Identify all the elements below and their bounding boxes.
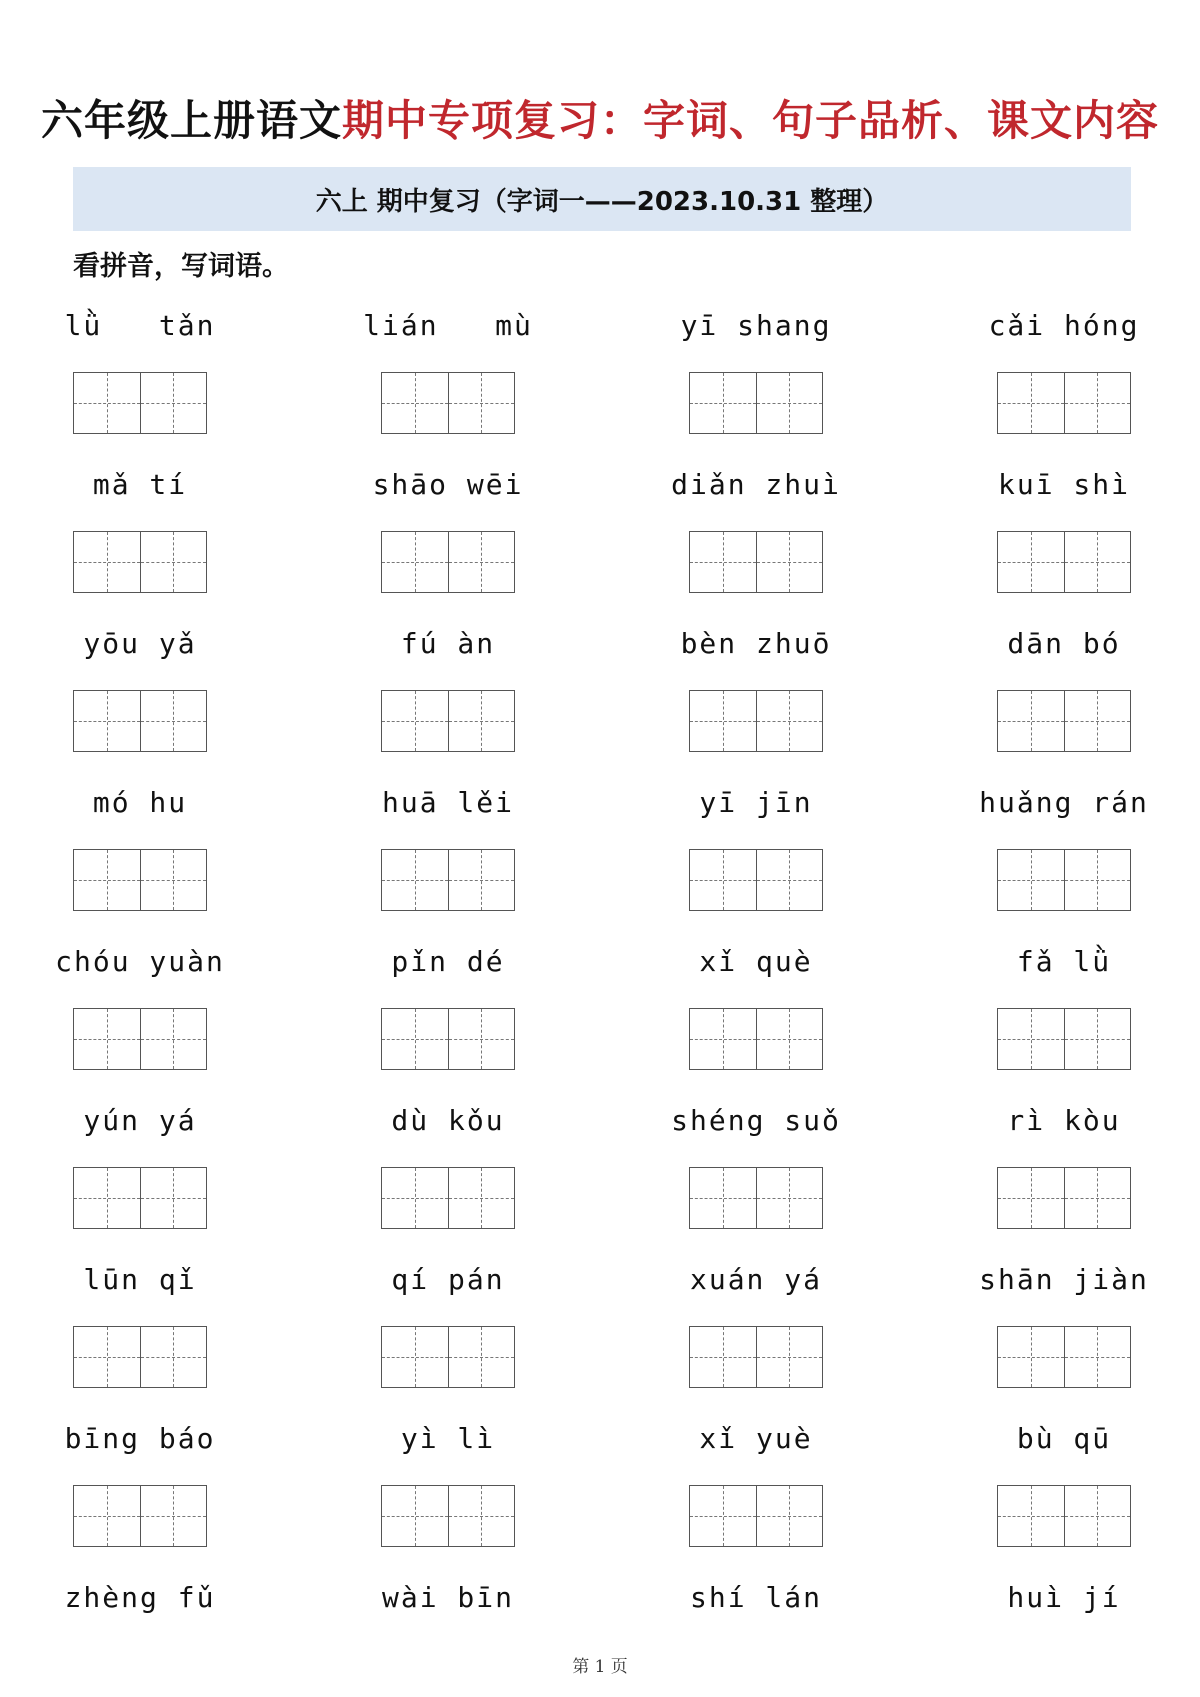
tianzige-cell[interactable] (382, 373, 448, 433)
tianzige-cell[interactable] (448, 532, 515, 592)
tianzige-cell[interactable] (382, 1009, 448, 1069)
pinyin-prompt: xuán yá (689, 1263, 822, 1296)
tianzige-cell[interactable] (74, 373, 140, 433)
answer-box[interactable] (689, 1326, 823, 1388)
pinyin-prompt: lǜ tǎn (64, 309, 216, 342)
title-red-part: 期中专项复习：字词、句子品析、课文内容 (342, 96, 1160, 145)
tianzige-cell[interactable] (998, 373, 1064, 433)
pinyin-prompt: chóu yuàn (55, 945, 225, 978)
tianzige-cell[interactable] (998, 1009, 1064, 1069)
tianzige-cell[interactable] (1064, 1327, 1131, 1387)
pinyin-prompt: shān jiàn (979, 1263, 1149, 1296)
tianzige-cell[interactable] (756, 373, 823, 433)
tianzige-cell[interactable] (382, 1486, 448, 1546)
tianzige-cell[interactable] (140, 1168, 207, 1228)
tianzige-cell[interactable] (1064, 1009, 1131, 1069)
tianzige-cell[interactable] (690, 1486, 756, 1546)
answer-box[interactable] (997, 1008, 1131, 1070)
pinyin-prompt: cǎi hóng (988, 309, 1140, 342)
answer-box[interactable] (73, 1167, 207, 1229)
pinyin-prompt: xǐ yuè (699, 1422, 813, 1455)
pinyin-prompt: mó hu (92, 786, 188, 819)
tianzige-cell[interactable] (140, 850, 207, 910)
pinyin-prompt: rì kòu (1007, 1104, 1121, 1137)
answer-box[interactable] (689, 1485, 823, 1547)
tianzige-cell[interactable] (756, 1009, 823, 1069)
pinyin-prompt: bīng báo (64, 1422, 216, 1455)
tianzige-cell[interactable] (448, 1486, 515, 1546)
tianzige-cell[interactable] (74, 1009, 140, 1069)
pinyin-prompt: fú àn (400, 627, 496, 660)
answer-box[interactable] (73, 1326, 207, 1388)
answer-box[interactable] (997, 1326, 1131, 1388)
tianzige-cell[interactable] (756, 532, 823, 592)
tianzige-cell[interactable] (140, 1009, 207, 1069)
answer-box[interactable] (381, 849, 515, 911)
tianzige-cell[interactable] (998, 1168, 1064, 1228)
answer-box[interactable] (73, 372, 207, 434)
pinyin-prompt: fǎ lǜ (1016, 945, 1112, 978)
pinyin-prompt: huǎng rán (979, 786, 1149, 819)
tianzige-cell[interactable] (1064, 691, 1131, 751)
tianzige-cell[interactable] (756, 850, 823, 910)
tianzige-cell[interactable] (74, 850, 140, 910)
section-banner: 六上 期中复习（字词一——2023.10.31 整理） (73, 167, 1131, 231)
pinyin-prompt: yōu yǎ (83, 627, 197, 660)
tianzige-cell[interactable] (998, 691, 1064, 751)
tianzige-cell[interactable] (74, 1168, 140, 1228)
tianzige-cell[interactable] (756, 691, 823, 751)
tianzige-cell[interactable] (1064, 1168, 1131, 1228)
tianzige-cell[interactable] (998, 850, 1064, 910)
pinyin-prompt: bèn zhuō (680, 627, 832, 660)
tianzige-cell[interactable] (382, 691, 448, 751)
pinyin-prompt: kuī shì (997, 468, 1130, 501)
tianzige-cell[interactable] (1064, 532, 1131, 592)
pinyin-prompt: diǎn zhuì (671, 468, 841, 501)
pinyin-prompt: shāo wēi (372, 468, 524, 501)
tianzige-cell[interactable] (74, 1486, 140, 1546)
tianzige-cell[interactable] (756, 1327, 823, 1387)
tianzige-cell[interactable] (140, 373, 207, 433)
tianzige-cell[interactable] (756, 1486, 823, 1546)
pinyin-prompt: yī jīn (699, 786, 813, 819)
pinyin-prompt: huì jí (1007, 1581, 1121, 1614)
answer-box[interactable] (689, 1167, 823, 1229)
pinyin-prompt: pǐn dé (391, 945, 505, 978)
tianzige-cell[interactable] (690, 373, 756, 433)
pinyin-prompt: dù kǒu (391, 1104, 505, 1137)
tianzige-cell[interactable] (448, 850, 515, 910)
answer-box[interactable] (689, 1008, 823, 1070)
answer-box[interactable] (689, 849, 823, 911)
answer-box[interactable] (997, 372, 1131, 434)
tianzige-cell[interactable] (140, 691, 207, 751)
pinyin-prompt: shéng suǒ (671, 1104, 841, 1137)
answer-box[interactable] (73, 690, 207, 752)
tianzige-cell[interactable] (1064, 373, 1131, 433)
pinyin-prompt: bù qū (1016, 1422, 1112, 1455)
answer-box[interactable] (381, 1485, 515, 1547)
tianzige-cell[interactable] (998, 1327, 1064, 1387)
answer-box[interactable] (689, 372, 823, 434)
tianzige-cell[interactable] (448, 1009, 515, 1069)
tianzige-cell[interactable] (690, 1009, 756, 1069)
answer-box[interactable] (381, 1008, 515, 1070)
answer-box[interactable] (381, 1167, 515, 1229)
tianzige-cell[interactable] (690, 850, 756, 910)
tianzige-cell[interactable] (448, 1168, 515, 1228)
tianzige-cell[interactable] (448, 373, 515, 433)
pinyin-prompt: yún yá (83, 1104, 197, 1137)
answer-box[interactable] (73, 531, 207, 593)
answer-box[interactable] (73, 849, 207, 911)
tianzige-cell[interactable] (448, 1327, 515, 1387)
answer-box[interactable] (997, 1167, 1131, 1229)
pinyin-prompt: yī shang (680, 309, 832, 342)
pinyin-prompt: mǎ tí (92, 468, 188, 501)
pinyin-prompt: dān bó (1007, 627, 1121, 660)
title-black-part: 六年级上册语文 (40, 96, 342, 145)
tianzige-cell[interactable] (690, 1168, 756, 1228)
pinyin-prompt: shí lán (689, 1581, 822, 1614)
tianzige-cell[interactable] (998, 532, 1064, 592)
pinyin-prompt: lūn qǐ (83, 1263, 197, 1296)
page-number: 第 1 页 (572, 1657, 628, 1677)
tianzige-cell[interactable] (690, 691, 756, 751)
answer-box[interactable] (73, 1485, 207, 1547)
pinyin-prompt: xǐ què (699, 945, 813, 978)
tianzige-cell[interactable] (74, 532, 140, 592)
answer-box[interactable] (997, 690, 1131, 752)
tianzige-cell[interactable] (1064, 850, 1131, 910)
answer-box[interactable] (997, 849, 1131, 911)
pinyin-prompt: wài bīn (381, 1581, 514, 1614)
answer-box[interactable] (689, 690, 823, 752)
answer-box[interactable] (73, 1008, 207, 1070)
answer-box[interactable] (689, 531, 823, 593)
pinyin-prompt: qí pán (391, 1263, 505, 1296)
tianzige-cell[interactable] (690, 532, 756, 592)
tianzige-cell[interactable] (756, 1168, 823, 1228)
pinyin-prompt: lián mù (363, 309, 533, 342)
answer-box[interactable] (997, 1485, 1131, 1547)
tianzige-cell[interactable] (74, 1327, 140, 1387)
tianzige-cell[interactable] (448, 691, 515, 751)
answer-box[interactable] (381, 1326, 515, 1388)
tianzige-cell[interactable] (382, 850, 448, 910)
instruction-text: 看拼音，写词语。 (73, 251, 289, 282)
pinyin-prompt: zhèng fǔ (64, 1581, 216, 1614)
pinyin-prompt: yì lì (400, 1422, 496, 1455)
tianzige-cell[interactable] (1064, 1486, 1131, 1546)
tianzige-cell[interactable] (382, 1168, 448, 1228)
tianzige-cell[interactable] (690, 1327, 756, 1387)
tianzige-cell[interactable] (140, 532, 207, 592)
answer-box[interactable] (381, 690, 515, 752)
tianzige-cell[interactable] (998, 1486, 1064, 1546)
tianzige-cell[interactable] (140, 1327, 207, 1387)
answer-box[interactable] (381, 531, 515, 593)
pinyin-prompt: huā lěi (381, 786, 514, 819)
answer-box[interactable] (381, 372, 515, 434)
tianzige-cell[interactable] (140, 1486, 207, 1546)
tianzige-cell[interactable] (382, 532, 448, 592)
answer-box[interactable] (997, 531, 1131, 593)
tianzige-cell[interactable] (382, 1327, 448, 1387)
tianzige-cell[interactable] (74, 691, 140, 751)
